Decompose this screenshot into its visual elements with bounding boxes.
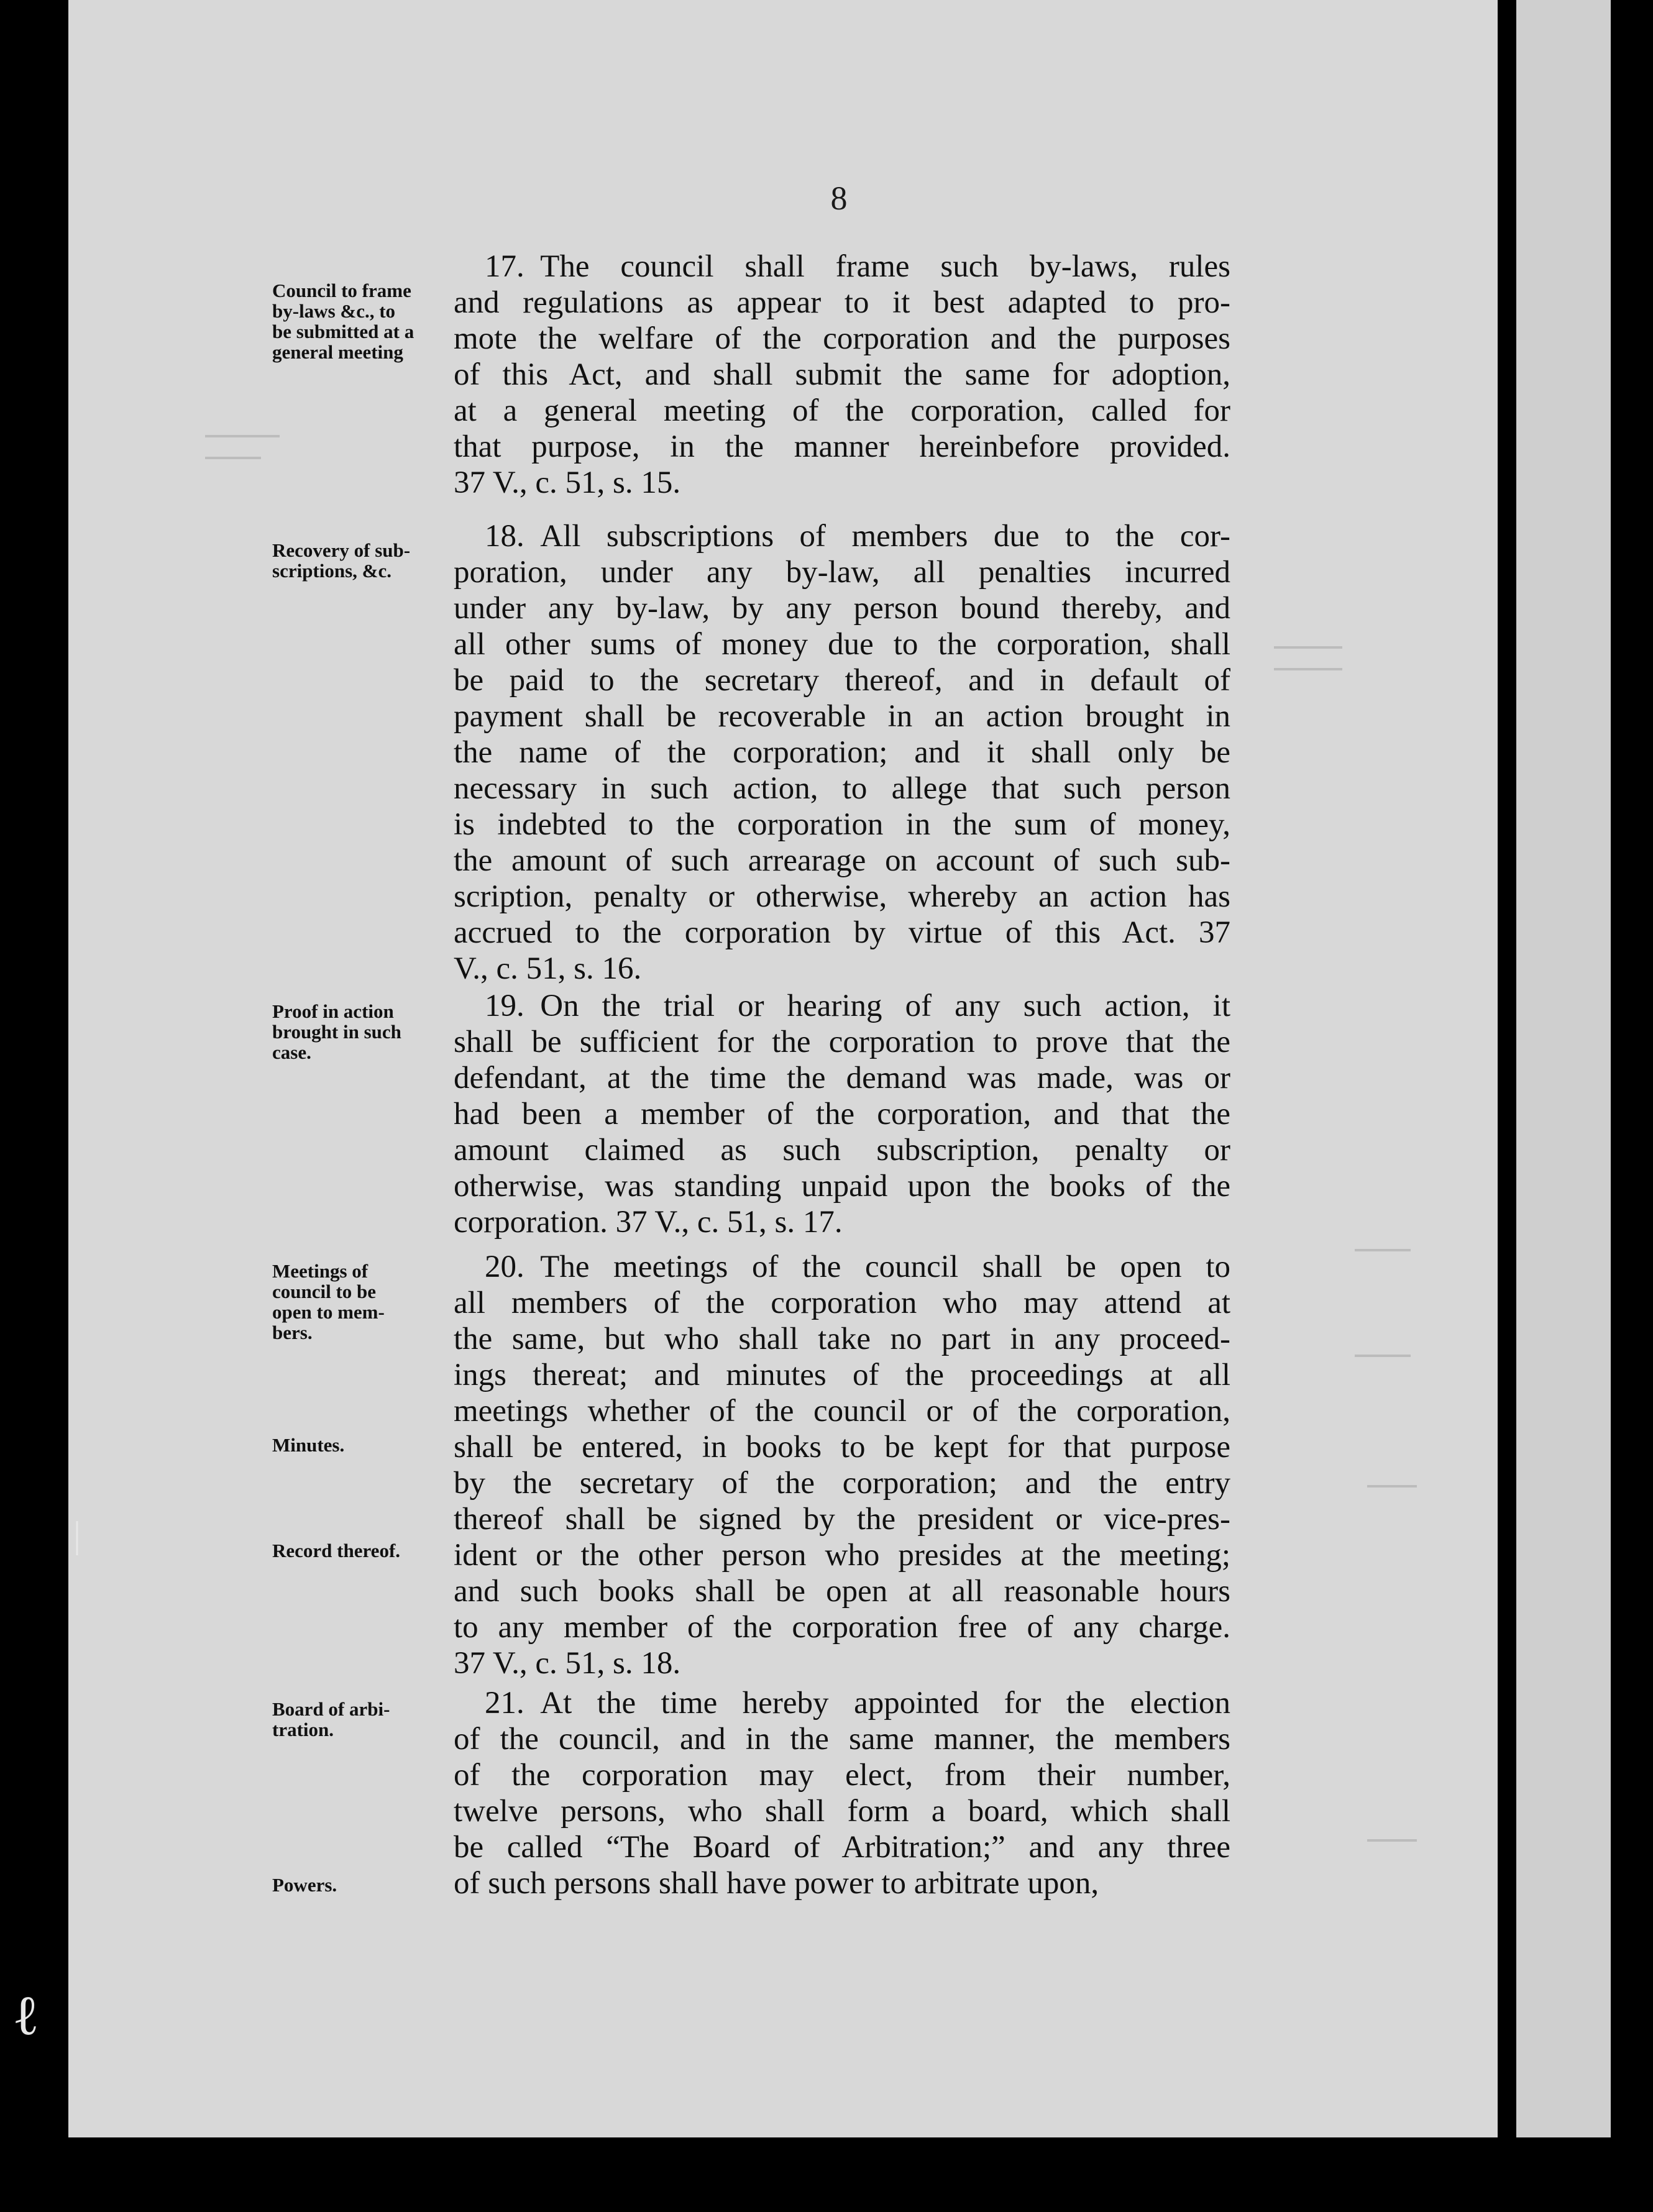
scan-artifact-mark: | xyxy=(73,1514,81,1555)
section-18-line: V., c. 51, s. 16. xyxy=(454,951,642,986)
section-text: The council shall frame such by-laws, rules xyxy=(540,249,1230,284)
bleed-through-mark xyxy=(205,435,280,437)
section-17-line: and regulations as appear to it best adapted to pro- xyxy=(454,285,1230,320)
section-18-line: is indebted to the corporation in the sum of money, xyxy=(454,807,1230,842)
section-number: 18. xyxy=(485,519,524,554)
note-council-bylaws: Council to frame xyxy=(272,280,411,301)
note-proof-in-action: Proof in action xyxy=(272,1000,394,1022)
section-number: 20. xyxy=(485,1250,524,1284)
section-18-line: under any by-law, by any person bound thereby, and xyxy=(454,591,1230,626)
section-17-line: 37 V., c. 51, s. 15. xyxy=(454,465,681,500)
section-text: All subscriptions of members due to the cor- xyxy=(540,519,1230,554)
section-19-line: had been a member of the corporation, and that the xyxy=(454,1097,1230,1131)
section-20-line: by the secretary of the corporation; and the entry xyxy=(454,1466,1230,1501)
note-minutes: Minutes. xyxy=(272,1434,345,1456)
section-18-line: scription, penalty or otherwise, whereby an action has xyxy=(454,879,1230,914)
section-20-line: to any member of the corporation free of any charge. xyxy=(454,1610,1230,1645)
section-text: At the time hereby appointed for the election xyxy=(540,1686,1230,1721)
note-powers: Powers. xyxy=(272,1874,337,1896)
section-20-line: and such books shall be open at all reasonable hours xyxy=(454,1574,1230,1609)
section-18-line: the amount of such arrearage on account of such sub- xyxy=(454,843,1230,878)
section-number: 17. xyxy=(485,249,524,284)
section-18-line: accrued to the corporation by virtue of this Act. 37 xyxy=(454,915,1230,950)
bleed-through-mark xyxy=(1355,1355,1411,1357)
section-21-line: twelve persons, who shall form a board, which shall xyxy=(454,1794,1230,1829)
section-21-line: of the corporation may elect, from their number, xyxy=(454,1758,1230,1793)
section-19-line: otherwise, was standing unpaid upon the books of the xyxy=(454,1169,1230,1204)
section-18-line xyxy=(485,518,1230,554)
section-20-line: ident or the other person who presides at the meeting; xyxy=(454,1538,1230,1573)
note-meetings-open: open to mem- xyxy=(272,1301,385,1323)
section-21-line: of the council, and in the same manner, the members xyxy=(454,1722,1230,1757)
bleed-through-mark xyxy=(1367,1485,1417,1488)
note-board-arbitration: Board of arbi- xyxy=(272,1698,390,1720)
section-text: On the trial or hearing of any such action, it xyxy=(540,989,1230,1023)
bleed-through-mark xyxy=(1274,668,1342,670)
bleed-through-mark xyxy=(1355,1249,1411,1251)
section-20-line: all members of the corporation who may attend at xyxy=(454,1286,1230,1320)
section-18-line: be paid to the secretary thereof, and in default of xyxy=(454,663,1230,698)
bleed-through-mark xyxy=(1367,1839,1417,1842)
section-21-line: be called “The Board of Arbitration;” and any three xyxy=(454,1830,1230,1865)
section-18-line: the name of the corporation; and it shall only be xyxy=(454,735,1230,770)
section-21-line: of such persons shall have power to arbitrate upon, xyxy=(454,1866,1099,1901)
note-record-thereof: Record thereof. xyxy=(272,1540,401,1561)
section-17-line xyxy=(485,249,1230,285)
note-meetings-open: council to be xyxy=(272,1281,377,1302)
note-council-bylaws: be submitted at a xyxy=(272,321,414,342)
note-recovery-subscriptions: Recovery of sub- xyxy=(272,539,411,561)
bleed-through-mark xyxy=(205,457,261,459)
section-19-line: shall be sufficient for the corporation to prove that the xyxy=(454,1025,1230,1059)
section-20-line: 37 V., c. 51, s. 18. xyxy=(454,1646,681,1681)
section-number: 21. xyxy=(485,1686,524,1721)
adjacent-page-edge xyxy=(1516,0,1611,2137)
section-20-line: thereof shall be signed by the president or vice-pres- xyxy=(454,1502,1230,1537)
section-18-line: all other sums of money due to the corporation, shall xyxy=(454,627,1230,662)
note-meetings-open: Meetings of xyxy=(272,1260,369,1282)
section-20-line xyxy=(485,1249,1230,1285)
note-proof-in-action: brought in such xyxy=(272,1021,401,1043)
section-17-line: of this Act, and shall submit the same for adoption, xyxy=(454,357,1230,392)
note-board-arbitration: tration. xyxy=(272,1719,334,1740)
scan-artifact-mark: ℓ xyxy=(12,1985,40,2047)
note-council-bylaws: general meeting xyxy=(272,341,403,363)
section-20-line: ings thereat; and minutes of the proceedings at all xyxy=(454,1358,1230,1392)
bleed-through-mark xyxy=(1274,646,1342,649)
section-number: 19. xyxy=(485,989,524,1023)
section-20-line: meetings whether of the council or of the corporation, xyxy=(454,1394,1230,1428)
note-proof-in-action: case. xyxy=(272,1041,311,1063)
section-19-line: corporation. 37 V., c. 51, s. 17. xyxy=(454,1205,843,1240)
section-20-line: shall be entered, in books to be kept for that purpose xyxy=(454,1430,1230,1465)
section-17-line: mote the welfare of the corporation and the purposes xyxy=(454,321,1230,356)
section-20-line: the same, but who shall take no part in any proceed- xyxy=(454,1322,1230,1356)
section-17-line: at a general meeting of the corporation, called for xyxy=(454,393,1230,428)
section-17-line: that purpose, in the manner hereinbefore provided. xyxy=(454,429,1230,464)
section-19-line: amount claimed as such subscription, penalty or xyxy=(454,1133,1230,1168)
section-19-line xyxy=(485,988,1230,1024)
note-meetings-open: bers. xyxy=(272,1322,313,1343)
section-21-line xyxy=(485,1685,1230,1721)
section-18-line: poration, under any by-law, all penalties incurred xyxy=(454,555,1230,590)
section-19-line: defendant, at the time the demand was made, was or xyxy=(454,1061,1230,1095)
page-number: 8 xyxy=(830,180,848,217)
note-council-bylaws: by-laws &c., to xyxy=(272,300,396,322)
section-18-line: necessary in such action, to allege that such person xyxy=(454,771,1230,806)
section-18-line: payment shall be recoverable in an action brought in xyxy=(454,699,1230,734)
note-recovery-subscriptions: scriptions, &c. xyxy=(272,560,392,582)
section-text: The meetings of the council shall be open to xyxy=(540,1250,1230,1284)
